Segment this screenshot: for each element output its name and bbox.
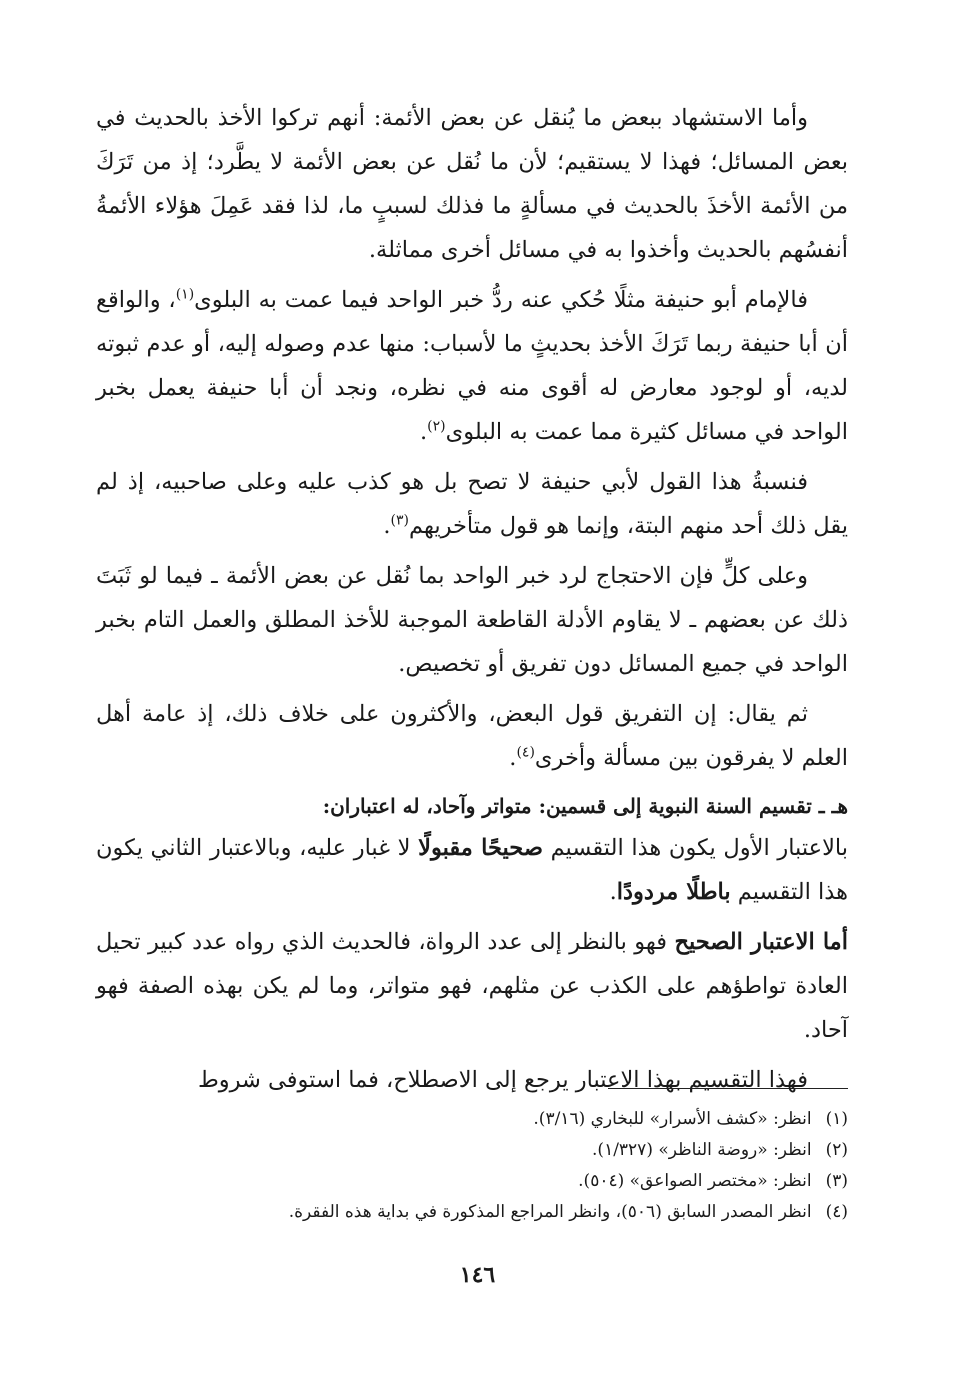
paragraph-2-text-c: .	[419, 419, 428, 445]
footnote-ref-1[interactable]: (١)	[175, 286, 195, 303]
footnote-ref-4[interactable]: (٤)	[516, 744, 535, 761]
paragraph-3	[96, 460, 848, 548]
paragraph-2-text-b: ، والواقع أن أبا حنيفة ربما تَرَكَ الأخذ بحديثٍ ما لأسباب: منها عدم وصوله إليه، أو عدم ثبوته لديه، أو لوجود معارض له أقوى منه في نظره، ونجد أن أبا حنيفة يعمل بخبر الواحد في مسائل كثيرة مما عمت به البلوى	[96, 287, 848, 445]
page-number: ١٤٦	[459, 1262, 496, 1288]
paragraph-6-text-c: .	[609, 879, 617, 905]
paragraph-7	[96, 920, 848, 1052]
paragraph-5-text-b: .	[509, 745, 517, 771]
footnote-1-number: (١)	[825, 1109, 848, 1129]
paragraph-6-text-b: لا غبار عليه، وبالاعتبار الثاني يكون هذا التقسيم	[96, 835, 848, 905]
paragraph-7-text: فهو بالنظر إلى عدد الرواة، فالحديث الذي رواه عدد كبير تحيل العادة تواطؤهم على الكذب عن مثلهم، فهو متواتر، وما لم يكن بهذه الصفة فهو آحاد.	[96, 929, 848, 1043]
footnote-4-number: (٤)	[825, 1202, 848, 1222]
main-text	[96, 96, 848, 1108]
paragraph-6-text-a: بالاعتبار الأول يكون هذا التقسيم	[542, 835, 849, 861]
paragraph-8	[96, 1058, 848, 1102]
paragraph-5-text-a: ثم يقال: إن التفريق قول البعض، والأكثرون على خلاف ذلك، إذ عامة أهل العلم لا يفرقون بين مسألة وأخرى	[96, 701, 848, 771]
paragraph-5	[96, 692, 848, 780]
paragraph-2	[96, 278, 848, 454]
footnote-ref-3[interactable]: (٣)	[390, 512, 409, 529]
paragraph-1	[96, 96, 848, 272]
footnote-1-text: انظر: «كشف الأسرار» للبخاري (٣/١٦).	[533, 1109, 812, 1129]
paragraph-6-bold-2: باطلًا مردودًا	[616, 879, 731, 905]
footnote-2-number: (٢)	[825, 1140, 848, 1160]
paragraph-6	[96, 826, 848, 914]
footnote-4-text: انظر المصدر السابق (٥٠٦)، وانظر المراجع المذكورة في بداية هذه الفقرة.	[288, 1202, 812, 1222]
footnote-ref-2[interactable]: (٢)	[427, 418, 446, 435]
footnote-separator	[608, 1088, 848, 1089]
paragraph-3-text-b: .	[383, 513, 391, 539]
paragraph-6-bold-1: صحيحًا مقبولًا	[418, 835, 543, 861]
paragraph-4-text: وعلى كلٍّ فإن الاحتجاج لرد خبر الواحد بما نُقل عن بعض الأئمة ـ فيما لو ثَبَتَ ذلك عن بعضهم ـ لا يقاوم الأدلة القاطعة الموجبة للأخذ المطلق والعمل التام بخبر الواحد في جميع المسائل دون تفريق أو تخصيص.	[96, 563, 848, 677]
footnote-3-text: انظر: «مختصر الصواعق» (٥٠٤).	[578, 1171, 812, 1191]
footnote-2	[148, 1135, 848, 1166]
footnote-2-text: انظر: «روضة الناظر» (١/٣٢٧).	[592, 1140, 812, 1160]
footnotes	[148, 1104, 848, 1228]
section-heading: هـ ـ تقسيم السنة النبوية إلى قسمين: متواتر وآحاد، له اعتباران:	[322, 794, 848, 818]
paragraph-4	[96, 554, 848, 686]
paragraph-2-text-a: فالإمام أبو حنيفة مثلًا حُكي عنه ردُّ خبر الواحد فيما عمت به البلوى	[194, 287, 808, 313]
paragraph-1-text: وأما الاستشهاد ببعض ما يُنقل عن بعض الأئمة: أنهم تركوا الأخذ بالحديث في بعض المسائل؛ فهذا لا يستقيم؛ لأن ما نُقل عن بعض الأئمة لا يطَّرد؛ إذ من تَرَكَ من الأئمة الأخذَ بالحديث في مسألةٍ ما فذلك لسببٍ ما، لذا فقد عَمِلَ هؤلاء الأئمةُ أنفسُهم بالحديث وأخذوا به في مسائل أخرى مماثلة.	[96, 105, 848, 263]
footnote-1	[148, 1104, 848, 1135]
footnote-3	[148, 1166, 848, 1197]
paragraph-7-bold: أما الاعتبار الصحيح	[674, 929, 848, 955]
footnote-4	[148, 1197, 848, 1228]
paragraph-8-text: فهذا التقسيم بهذا الاعتبار يرجع إلى الاصطلاح، فما استوفى شروط	[197, 1067, 808, 1093]
footnote-3-number: (٣)	[825, 1171, 848, 1191]
paragraph-3-text-a: فنسبةُ هذا القول لأبي حنيفة لا تصح بل هو كذب عليه وعلى صاحبيه، إذ لم يقل ذلك أحد منهم البتة، وإنما هو قول متأخريهم	[96, 469, 848, 539]
